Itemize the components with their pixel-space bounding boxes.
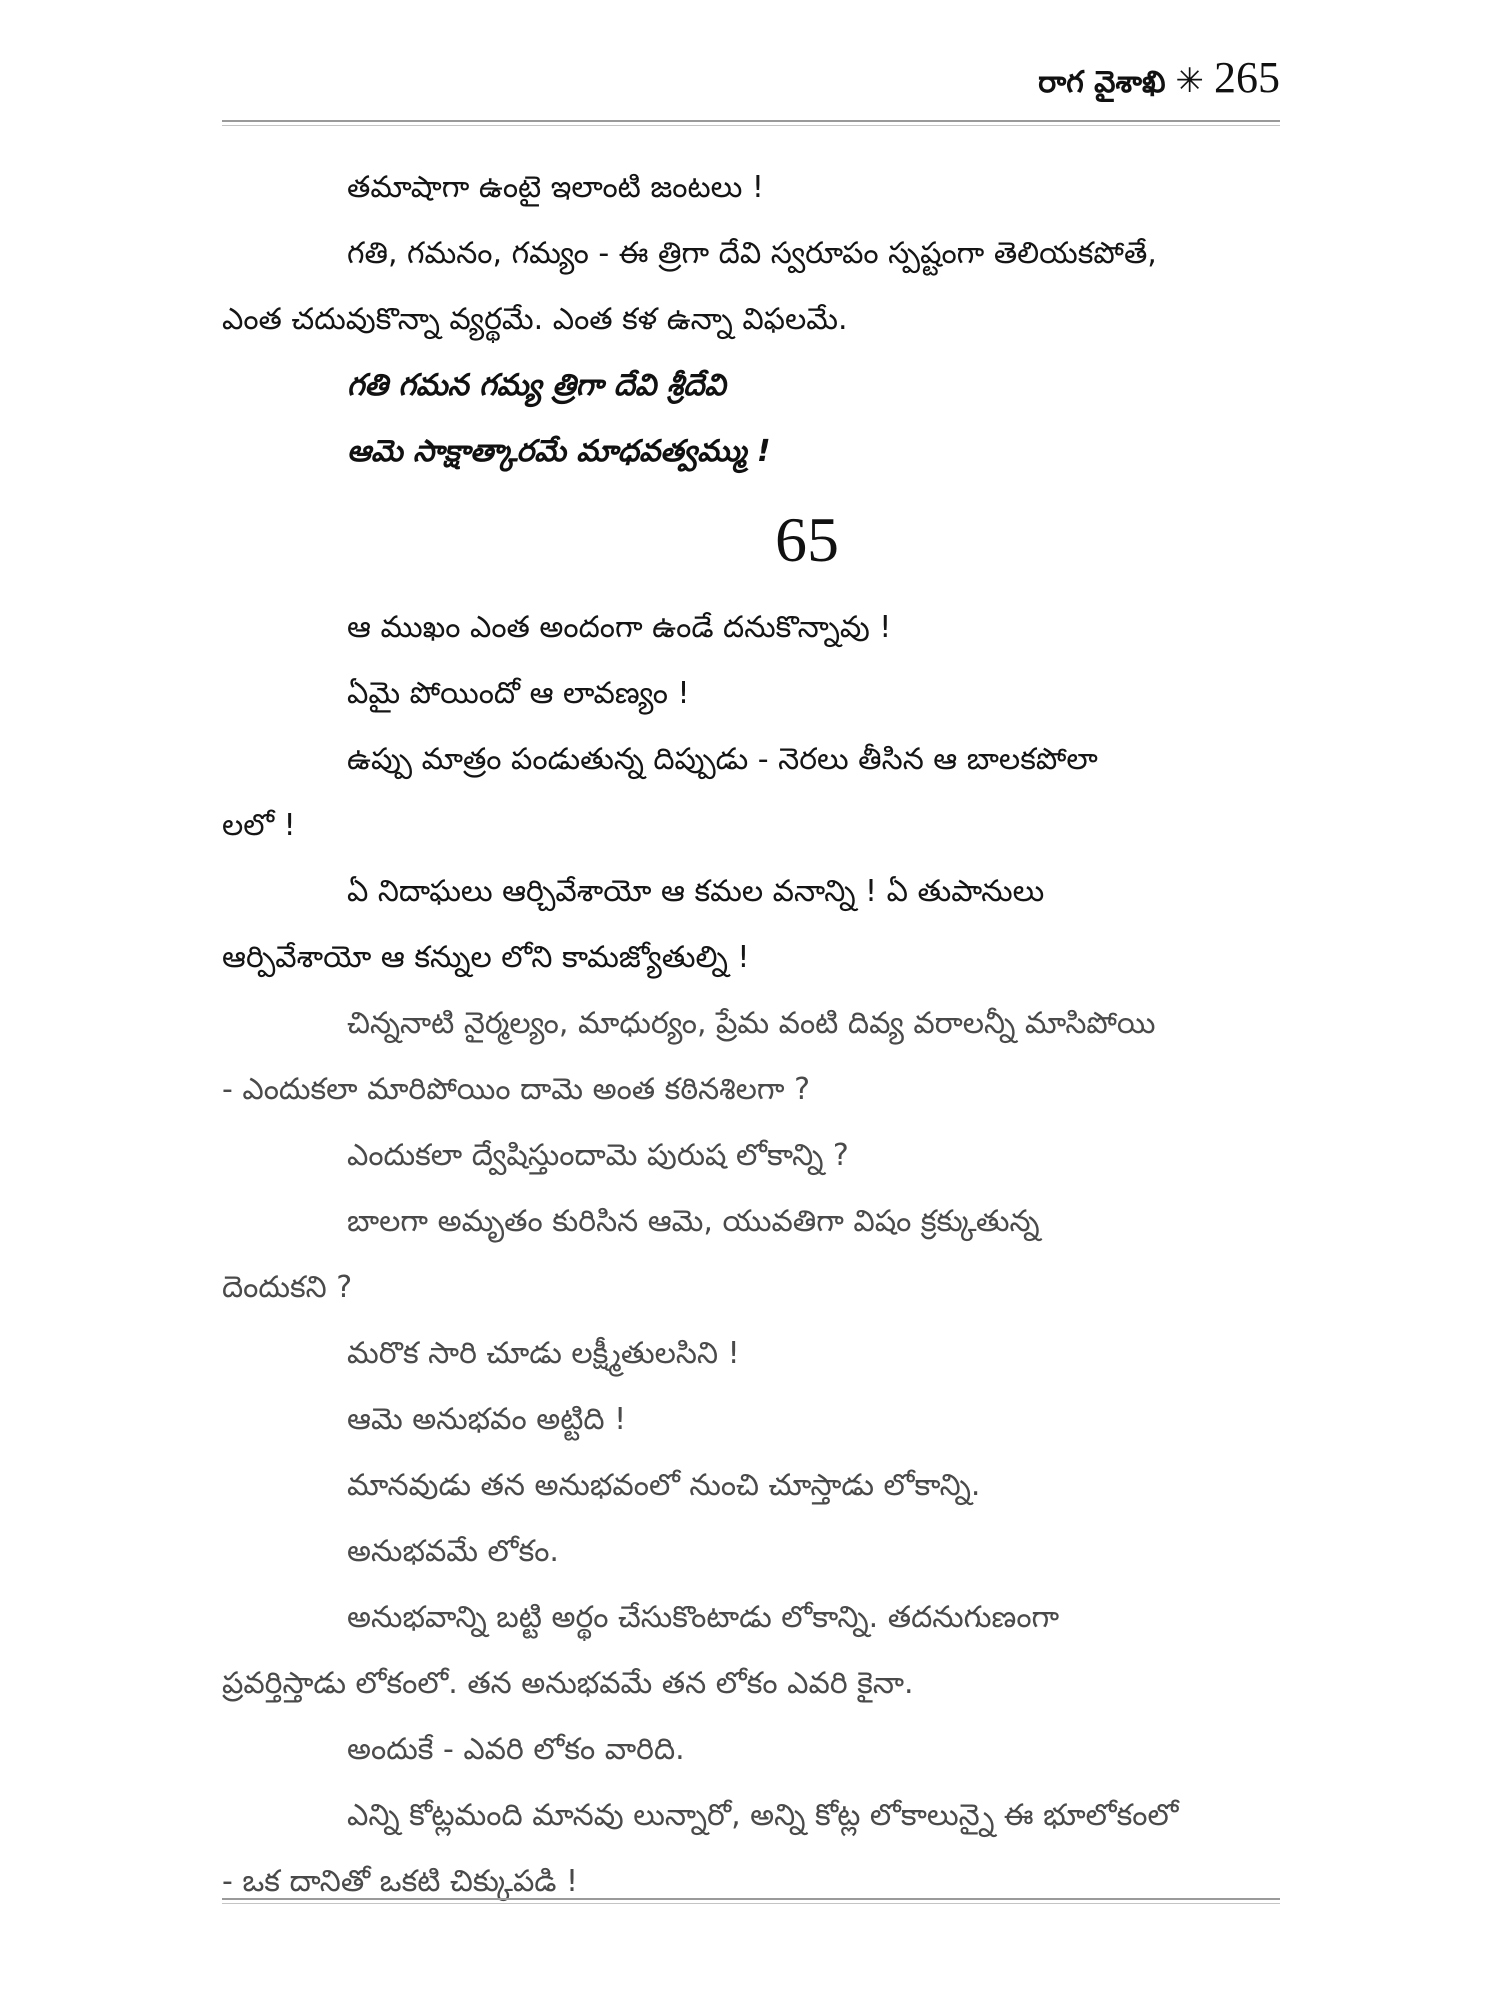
paragraph-line: గతి, గమనం, గమ్యం - ఈ త్రిగా దేవి స్వరూపం స్పష్టంగా తెలియకపోతే, (347, 236, 1157, 271)
paragraph-line: ఎందుకలా ద్వేషిస్తుందామె పురుష లోకాన్ని ? (347, 1138, 849, 1173)
paragraph-line: దెందుకని ? (222, 1270, 353, 1305)
paragraph-line: చిన్ననాటి నైర్మల్యం, మాధుర్యం, ప్రేమ వంటి దివ్య వరాలన్నీ మాసిపోయి (347, 1006, 1156, 1041)
page-body (222, 155, 1282, 1915)
verse-line: గతి గమన గమ్య త్రిగా దేవి శ్రీదేవి (347, 368, 726, 403)
paragraph-line: ఏమై పోయిందో ఆ లావణ్యం ! (347, 676, 690, 711)
paragraph-line: అనుభవమే లోకం. (347, 1534, 559, 1569)
header-rule (222, 120, 1280, 122)
paragraph-line: ఉప్పు మాత్రం పండుతున్న దిప్పుడు - నెరలు తీసిన ఆ బాలకపోలా (347, 742, 1098, 777)
paragraph-line: ఆ ముఖం ఎంత అందంగా ఉండే దనుకొన్నావు ! (347, 610, 892, 645)
paragraph-line: ప్రవర్తిస్తాడు లోకంలో. తన అనుభవమే తన లోకం ఎవరి కైనా. (222, 1666, 914, 1701)
star-ornament-icon: ✳ (1175, 61, 1204, 101)
paragraph-line: తమాషాగా ఉంటై ఇలాంటి జంటలు ! (347, 170, 764, 205)
chapter-number: 65 (775, 504, 839, 575)
paragraph-line: - ఒక దానితో ఒకటి చిక్కుపడి ! (222, 1864, 579, 1899)
paragraph-line: - ఎందుకలా మారిపోయిం దామె అంత కఠినశిలగా ? (222, 1072, 811, 1107)
paragraph-line: ఆర్పివేశాయో ఆ కన్నుల లోని కామజ్యోతుల్ని ! (222, 940, 750, 975)
paragraph-line: మానవుడు తన అనుభవంలో నుంచి చూస్తాడు లోకాన్ని. (347, 1468, 981, 1503)
paragraph-line: అందుకే - ఎవరి లోకం వారిది. (347, 1732, 685, 1767)
paragraph-line: ఏ నిదాఘలు ఆర్చివేశాయో ఆ కమల వనాన్ని ! ఏ తుపానులు (347, 874, 1045, 909)
running-head (1038, 52, 1280, 112)
footer-rule (222, 1898, 1280, 1900)
paragraph-line: మరొక సారి చూడు లక్ష్మీతులసిని ! (347, 1336, 740, 1371)
paragraph-line: అనుభవాన్ని బట్టి అర్థం చేసుకొంటాడు లోకాన్ని. తదనుగుణంగా (347, 1600, 1060, 1635)
paragraph-line: బాలగా అమృతం కురిసిన ఆమె, యువతిగా విషం క్రక్కుతున్న (347, 1204, 1040, 1239)
paragraph-line: ఆమె అనుభవం అట్టిది ! (347, 1402, 627, 1437)
page-number: 265 (1214, 53, 1280, 102)
verse-line: ఆమె సాక్షాత్కారమే మాధవత్వమ్ము ! (347, 434, 771, 469)
paragraph-line: ఎంత చదువుకొన్నా వ్యర్థమే. ఎంత కళ ఉన్నా విఫలమే. (222, 302, 848, 337)
paragraph-line: లలో ! (222, 808, 296, 843)
paragraph-line: ఎన్ని కోట్లమంది మానవు లున్నారో, అన్ని కోట్ల లోకాలున్నై ఈ భూలోకంలో (347, 1798, 1179, 1833)
book-title: రాగ వైశాఖి (1038, 65, 1166, 100)
